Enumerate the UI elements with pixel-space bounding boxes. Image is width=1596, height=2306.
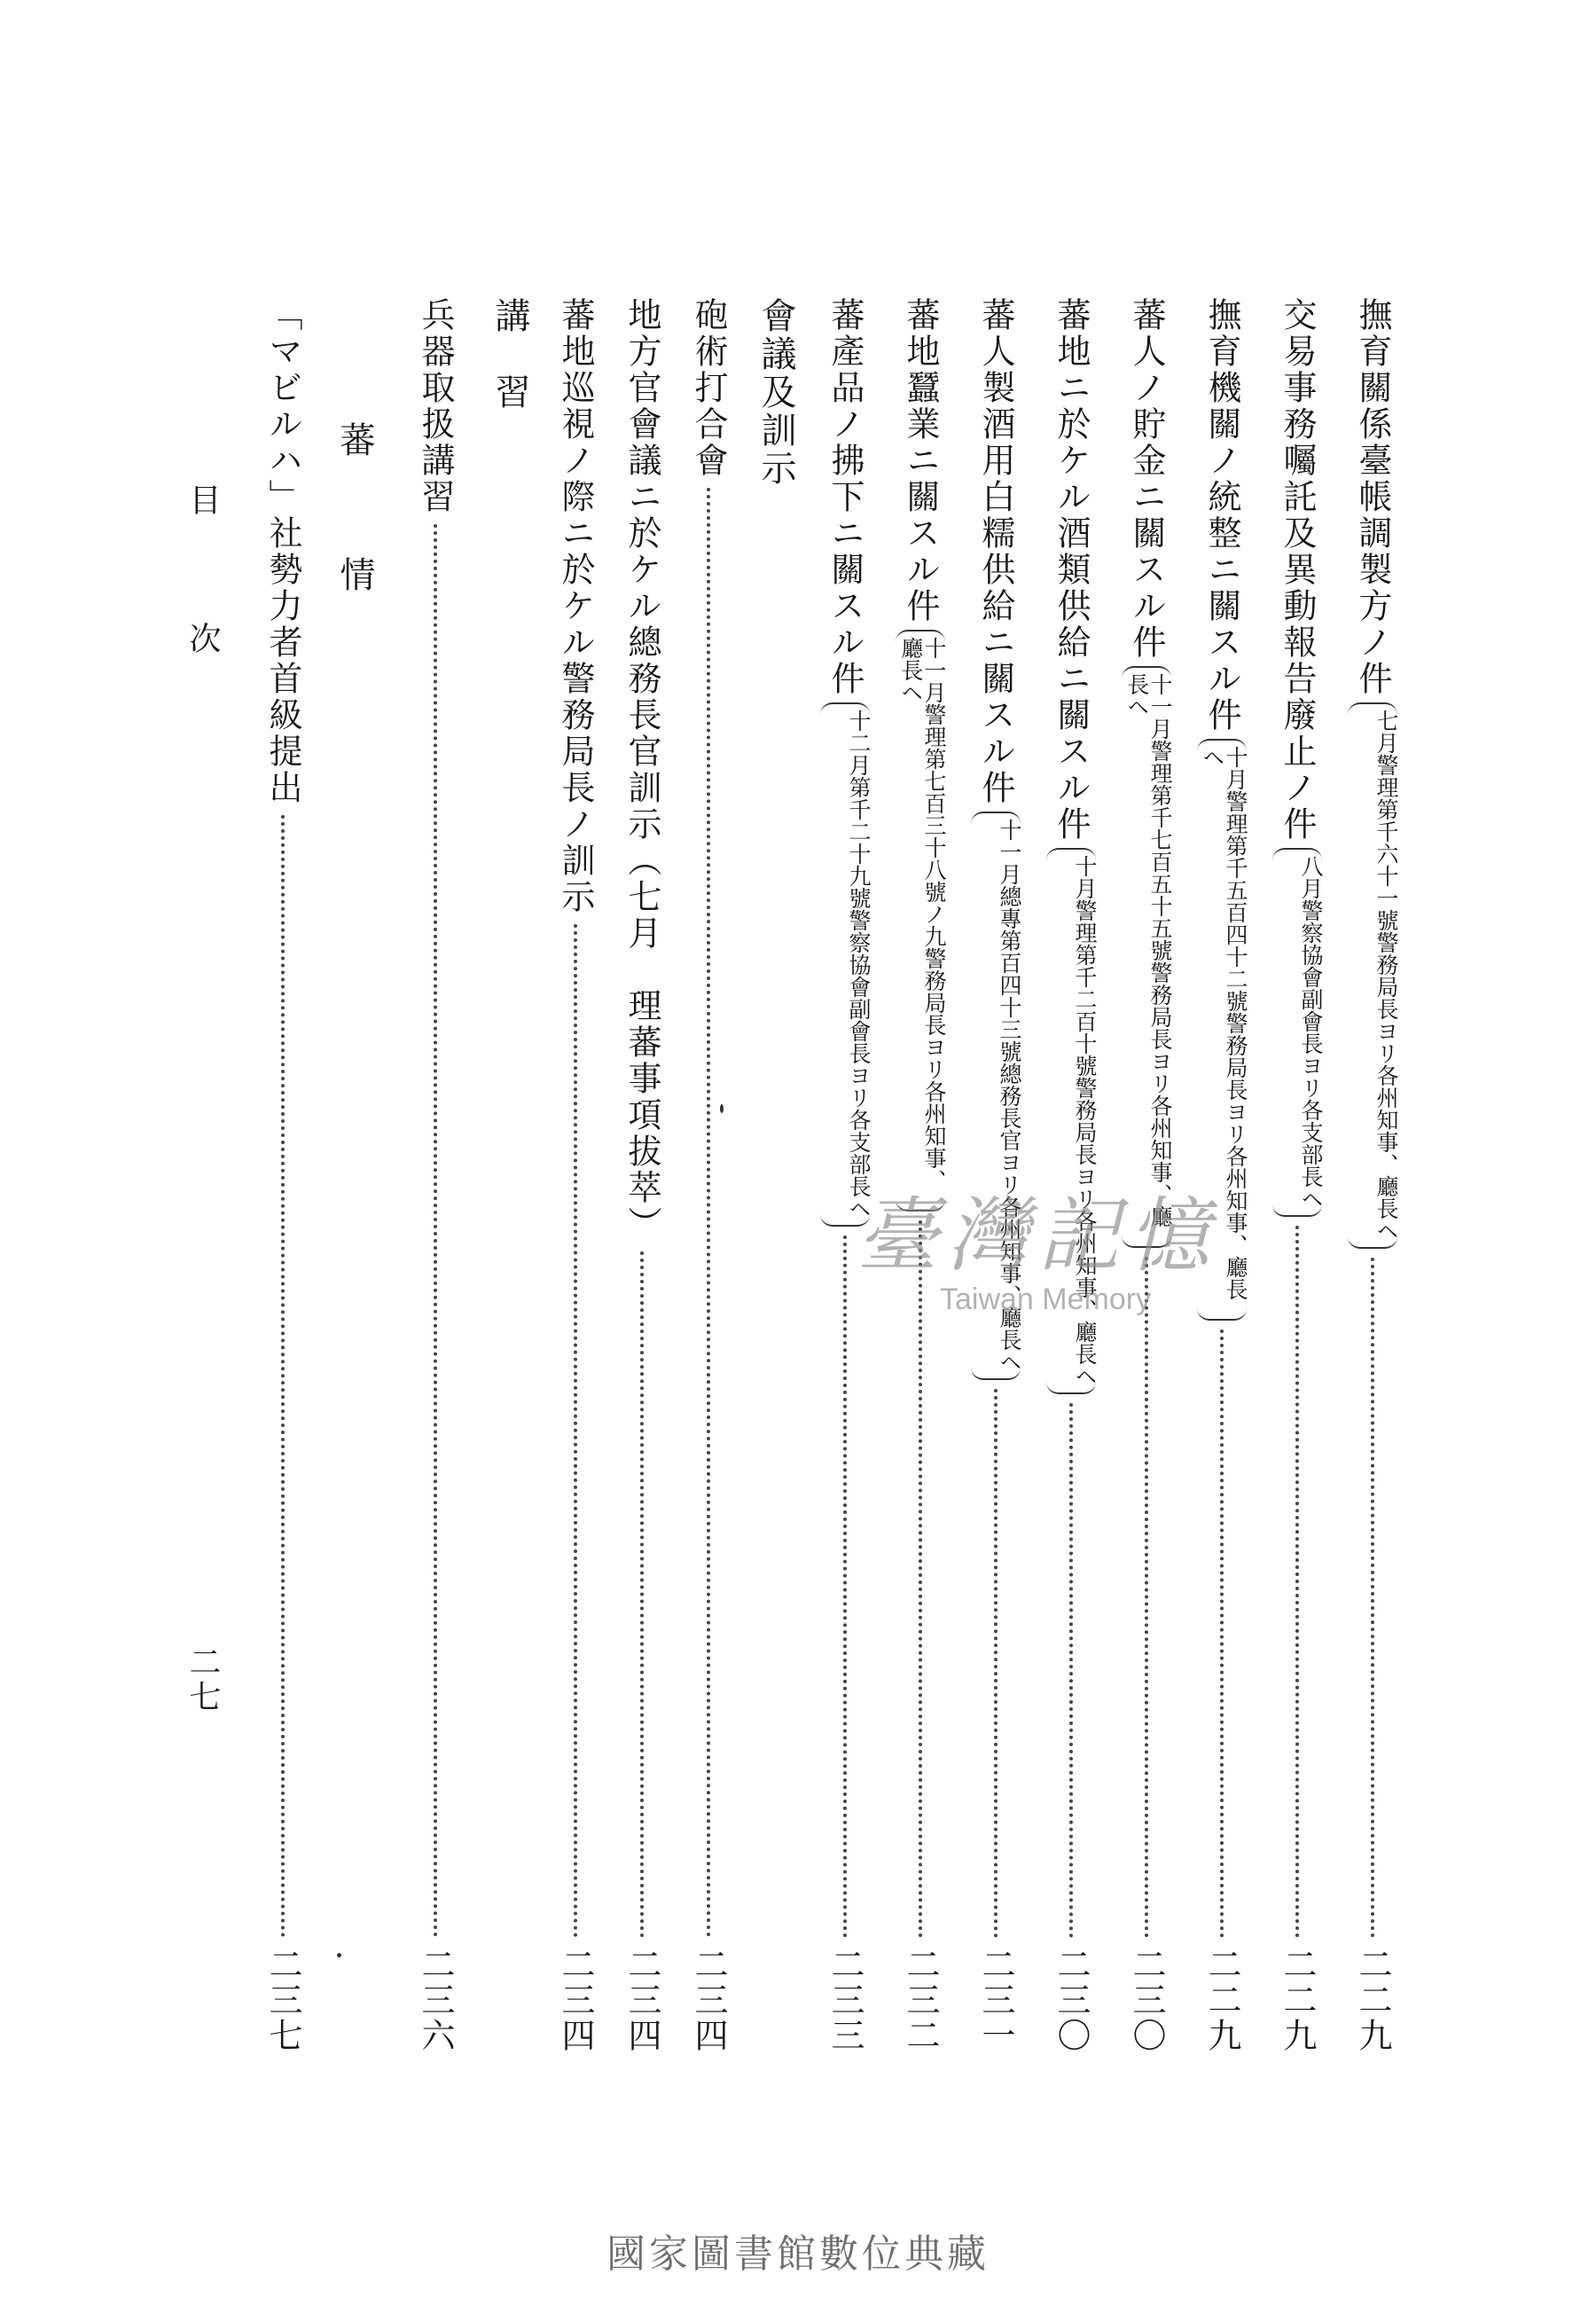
entry-note: 十一月警理第七百三十八號ノ九警務局長ヨリ各州知事、廳長ヘ <box>896 630 945 1212</box>
entry-title: 交易事務囑託及異動報告廢止ノ件 <box>1278 297 1317 843</box>
entry-page: 二三〇 <box>1127 1947 1166 2053</box>
watermark-english: Taiwan Memory <box>940 1282 1152 1316</box>
entry-page: 二三四 <box>689 1947 728 2053</box>
entry-note: 八月警察協會副會長ヨリ各支部長ヘ <box>1272 848 1322 1217</box>
entry-title: 蕃人製酒用白糯供給ニ關スル件 <box>976 297 1015 806</box>
dot-leader <box>574 924 577 1938</box>
section-heading: 蕃 情 <box>334 421 375 624</box>
entry-note: 十二月第千二十九號警察協會副會長ヨリ各支部長ヘ <box>820 702 870 1227</box>
entry-page: 二二九 <box>1353 1947 1392 2053</box>
entry-title: 「マビルハ」社勢力者首級提出 <box>263 297 302 806</box>
entry-note: 七月警理第千六十一號警務局長ヨリ各州知事、廳長ヘ <box>1348 702 1397 1249</box>
entry-page: 二二九 <box>1202 1947 1241 2053</box>
entry-page: 二二九 <box>1278 1947 1317 2053</box>
training-heading: 講 習 <box>489 297 530 412</box>
dot-leader <box>994 1389 998 1938</box>
toc-entry[interactable] <box>263 297 302 2053</box>
dot-leader <box>1371 1258 1374 1938</box>
entry-page: 二三六 <box>416 1947 455 2053</box>
entry-title: 撫育關係臺帳調製方ノ件 <box>1353 297 1392 697</box>
entry-note: 十一月警理第千七百五十五號警務局長ヨリ各州知事、廳長ヘ <box>1122 666 1171 1248</box>
entry-note: 十一月總專第百四十三號總務長官ヨリ各州知事、廳長ヘ <box>971 812 1021 1380</box>
entry-page: 二三七 <box>263 1947 302 2053</box>
toc-entry[interactable] <box>416 297 455 2053</box>
print-speck <box>337 1953 341 1957</box>
entry-page: 二三〇 <box>1052 1947 1091 2053</box>
toc-entry[interactable] <box>689 297 728 2053</box>
dot-leader <box>1220 1329 1224 1938</box>
entry-title: 蕃人ノ貯金ニ關スル件 <box>1127 297 1166 661</box>
dot-leader <box>434 524 437 1938</box>
dot-leader <box>1145 1257 1148 1938</box>
dot-leader <box>919 1220 922 1938</box>
entry-title: 砲術打合會 <box>689 297 728 479</box>
entry-note: 十月警理第千二百十號警務局長ヨリ各州知事、廳長ヘ <box>1046 848 1096 1394</box>
entry-page: 二三二 <box>901 1947 940 2053</box>
entry-title: 兵器取扱講習 <box>416 297 455 515</box>
dot-leader <box>707 488 710 1938</box>
toc-entry[interactable] <box>622 297 661 2053</box>
dot-leader <box>640 1251 644 1938</box>
entry-title: 蕃地巡視ノ際ニ於ケル警務局長ノ訓示 <box>556 297 595 915</box>
entry-title: 蕃地ニ於ケル酒類供給ニ關スル件 <box>1052 297 1091 843</box>
entry-title: 撫育機關ノ統整ニ關スル件 <box>1202 297 1241 733</box>
entry-note: 十月警理第千五百四十二號警務局長ヨリ各州知事、廳長ヘ <box>1197 739 1247 1321</box>
dot-leader <box>281 815 285 1938</box>
entry-page: 二三一 <box>976 1947 1015 2053</box>
dot-leader <box>1069 1403 1073 1938</box>
running-head-label: 目 次 <box>184 483 221 691</box>
dot-leader <box>843 1235 847 1938</box>
footer-text: 國家圖書館數位典藏 <box>606 2231 990 2277</box>
meetings-heading: 會議及訓示 <box>755 297 796 488</box>
entry-page: 二三四 <box>622 1947 661 2053</box>
watermark <box>789 1171 1286 1317</box>
watermark-chinese: 臺灣記憶 <box>856 1188 1218 1283</box>
toc-entry[interactable] <box>556 297 595 2053</box>
entry-page: 二三三 <box>825 1947 864 2053</box>
running-head-page-number: 二七 <box>184 1645 221 1714</box>
entry-title: 蕃地蠶業ニ關スル件 <box>901 297 940 624</box>
toc-entry[interactable] <box>1348 297 1397 2053</box>
entry-title: 蕃產品ノ拂下ニ關スル件 <box>825 297 864 697</box>
dot-leader <box>1295 1226 1299 1938</box>
entry-title: 地方官會議ニ於ケル總務長官訓示（七月 理蕃事項拔萃） <box>622 297 661 1243</box>
print-speck <box>720 1104 724 1113</box>
entry-page: 二三四 <box>556 1947 595 2053</box>
